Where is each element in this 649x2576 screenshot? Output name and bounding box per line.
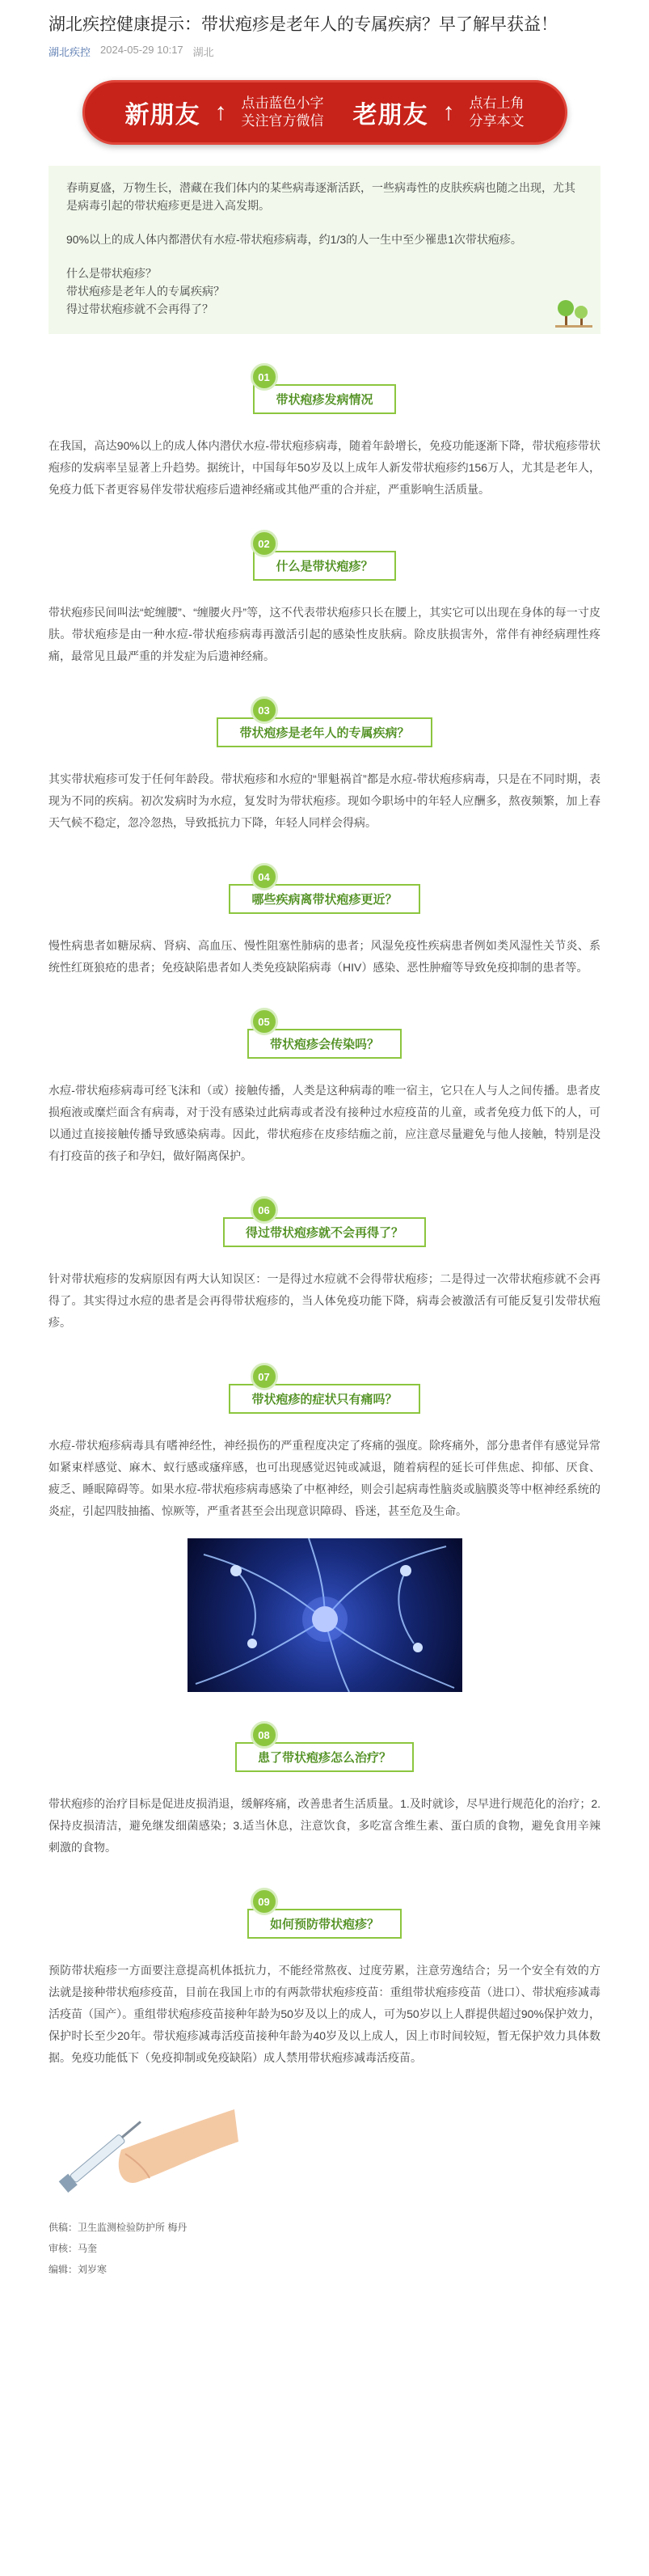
section-number-badge: 07	[251, 1363, 278, 1390]
section-heading	[48, 696, 601, 747]
article-location: 湖北	[192, 46, 214, 58]
section-title: 得过带状疱疹就不会再得了？	[223, 1217, 426, 1247]
section-title: 什么是带状疱疹？	[253, 551, 395, 581]
old-friend-hint: 点右上角 分享本文	[469, 95, 525, 129]
intro-box	[48, 166, 601, 334]
section-paragraph: 带状疱疹的治疗目标是促进皮损消退，缓解疼痛，改善患者生活质量。1.及时就诊，尽早进行规范化的治疗；2.保持皮损清洁，避免继发细菌感染；3.适当休息，注意饮食，多吃富含维生素、蛋白质的食物，避免食用辛辣刺激的食物。	[48, 1797, 601, 1854]
section-heading	[48, 1008, 601, 1059]
article-page	[0, 13, 649, 2280]
section-heading	[48, 530, 601, 581]
intro-paragraph: 90%以上的成人体内都潜伏有水痘-带状疱疹病毒，约1/3的人一生中至少罹患1次带状疱疹。	[66, 233, 522, 246]
section-heading	[48, 1721, 601, 1772]
section-number-badge: 06	[251, 1196, 278, 1224]
section-paragraph: 针对带状疱疹的发病原因有两大认知误区：一是得过水痘就不会得带状疱疹；二是得过一次带状疱疹就不会再得了。其实得过水痘的患者是会再得带状疱疹的，当人体免疫功能下降，病毒会被激活有可能反复引发带状疱疹。	[48, 1272, 601, 1329]
section-heading	[48, 363, 601, 414]
intro-question: 什么是带状疱疹？	[66, 267, 157, 280]
new-friend-hint: 点击蓝色小字 关注官方微信	[241, 95, 324, 129]
intro-paragraph: 春萌夏盛，万物生长，潜藏在我们体内的某些病毒逐渐活跃，一些病毒性的皮肤疾病也随之出现，尤其是病毒引起的带状疱疹更是进入高发期。	[66, 181, 575, 212]
section-number-badge: 04	[251, 863, 278, 890]
section-title: 带状疱疹会传染吗？	[247, 1029, 402, 1059]
section-heading	[48, 1363, 601, 1414]
section-number-badge: 01	[251, 363, 278, 391]
section-paragraph: 其实带状疱疹可发于任何年龄段。带状疱疹和水痘的“罪魁祸首”都是水痘-带状疱疹病毒，只是在不同时期，表现为不同的疾病。初次发病时为水痘，复发时为带状疱疹。现如今职场中的年轻人应酬多，熬夜频繁，加上春天气候不稳定，忽冷忽热，导致抵抗力下降，年轻人同样会得病。	[48, 772, 601, 829]
section-number-badge: 02	[251, 530, 278, 557]
credits: 供稿：卫生监测检验防护所 梅丹 审核：马奎 编辑：刘岁寒	[48, 2222, 188, 2275]
section-paragraph: 在我国，高达90%以上的成人体内潜伏水痘-带状疱疹病毒，随着年龄增长，免疫功能逐渐下降，带状疱疹带状疱疹的发病率呈显著上升趋势。据统计，中国每年50岁及以上成年人新发带状疱疹约156万人，尤其是老年人，免疫力低下者更容易伴发带状疱疹后遗神经痛或其他严重的合并症，严重影响生活质量。	[48, 439, 601, 496]
section-title: 哪些疾病离带状疱疹更近？	[229, 884, 419, 914]
article-source-link[interactable]: 湖北疾控	[48, 46, 91, 58]
intro-question: 得过带状疱疹就不会再得了？	[66, 302, 213, 315]
sections-container	[48, 363, 601, 2217]
section-paragraph: 慢性病患者如糖尿病、肾病、高血压、慢性阻塞性肺病的患者；风湿免疫性疾病患者例如类风湿性关节炎、系统性红斑狼疮的患者；免疫缺陷患者如人类免疫缺陷病毒（HIV）感染、恶性肿瘤等导致免疫抑制的患者等。	[48, 939, 601, 974]
section-title: 带状疱疹的症状只有痛吗？	[229, 1384, 419, 1414]
vaccine-injection-image	[48, 2093, 242, 2198]
section-heading	[48, 1196, 601, 1247]
article-datetime: 2024-05-29 10:17	[100, 44, 183, 56]
new-friend-label: 新朋友	[124, 102, 200, 129]
section-paragraph: 水痘-带状疱疹病毒具有嗜神经性，神经损伤的严重程度决定了疼痛的强度。除疼痛外，部分患者伴有感觉异常如紧束样感觉、麻木、蚁行感或瘙痒感，也可出现感觉迟钝或减退，随着病程的延长可伴焦虑、抑郁、厌食、疲乏、睡眠障碍等。如果水痘-带状疱疹病毒感染了中枢神经，则会引起病毒性脑炎或脑膜炎等中枢神经系统的炎症，引起四肢抽搐、惊厥等，严重者甚至会出现意识障碍、昏迷，甚至危及生命。	[48, 1439, 601, 1517]
section-number-badge: 09	[251, 1888, 278, 1915]
old-friend-label: 老朋友	[352, 102, 428, 129]
arrow-up-icon: ↑	[214, 99, 227, 125]
article-meta	[48, 44, 601, 59]
intro-question: 带状疱疹是老年人的专属疾病？	[66, 285, 225, 298]
section-number-badge: 03	[251, 696, 278, 724]
section-paragraph: 带状疱疹民间叫法“蛇缠腰”、“缠腰火丹”等，这不代表带状疱疹只长在腰上，其实它可以出现在身体的每一寸皮肤。带状疱疹是由一种水痘-带状疱疹病毒再激活引起的感染性皮肤病。除皮肤损害外，常伴有神经病理性疼痛，最常见且最严重的并发症为后遗神经痛。	[48, 606, 601, 662]
article-title: 湖北疾控健康提示：带状疱疹是老年人的专属疾病？早了解早获益！	[48, 15, 558, 34]
section-title: 如何预防带状疱疹？	[247, 1909, 402, 1939]
section-title: 带状疱疹是老年人的专属疾病？	[217, 717, 432, 747]
section-paragraph: 水痘-带状疱疹病毒可经飞沫和（或）接触传播，人类是这种病毒的唯一宿主，它只在人与人之间传播。患者皮损疱液或糜烂面含有病毒，对于没有感染过此病毒或者没有接种过水痘疫苗的儿童，或者免疫力低下的人，可以通过直接接触传播导致感染病毒。因此，带状疱疹在皮疹结痂之前，应注意尽量避免与他人接触，特别是没有打疫苗的孩子和孕妇，做好隔离保护。	[48, 1084, 601, 1162]
arrow-up-icon: ↑	[442, 99, 455, 125]
section-heading	[48, 863, 601, 914]
section-heading	[48, 1888, 601, 1939]
tree-icon	[555, 290, 592, 328]
neuron-image	[188, 1538, 462, 1692]
section-paragraph: 预防带状疱疹一方面要注意提高机体抵抗力，不能经常熬夜、过度劳累，注意劳逸结合；另一个安全有效的方法就是接种带状疱疹疫苗，目前在我国上市的有两款带状疱疹疫苗：重组带状疱疹疫苗（进口）、带状疱疹减毒活疫苗（国产）。重组带状疱疹疫苗接种年龄为50岁及以上的成人，可为50岁以上人群提供超过90%保护效力，保护时长至少20年。带状疱疹减毒活疫苗接种年龄为40岁及以上成人，因上市时间较短，暂无保护效力具体数据。免疫功能低下（免疫抑制或免疫缺陷）成人禁用带状疱疹减毒活疫苗。	[48, 1964, 601, 2064]
section-number-badge: 08	[251, 1721, 278, 1749]
follow-share-banner[interactable]	[82, 80, 567, 145]
section-number-badge: 05	[251, 1008, 278, 1035]
section-title: 带状疱疹发病情况	[253, 384, 395, 414]
section-title: 患了带状疱疹怎么治疗？	[235, 1742, 414, 1772]
